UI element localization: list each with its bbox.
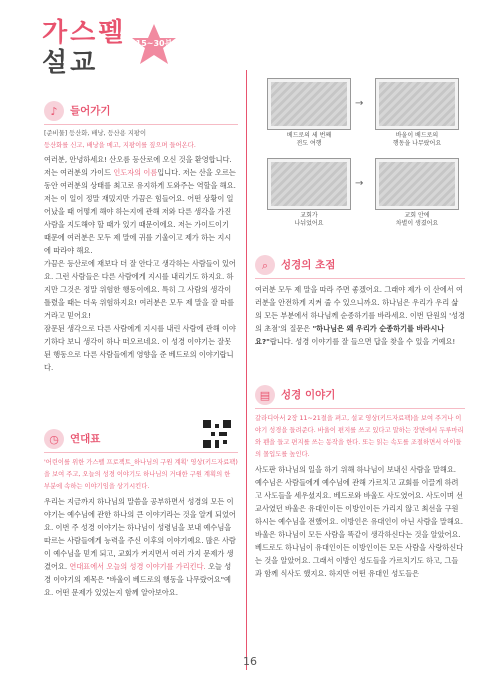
- intro-p1-text-a: 여러분, 안녕하세요! 산오름 등산로에 오신 것을 환영합니다. 저는 여러분의 가이드: [44, 155, 232, 177]
- panel-2: [375, 78, 459, 130]
- caption-1: 베드로의 세 번째 전도 여행: [286, 132, 332, 147]
- caption-4: 교회 안에 차별이 생겼어요: [395, 212, 439, 227]
- column-divider: [246, 70, 247, 670]
- prep-list: [준비물] 등산화, 배낭, 등산용 지팡이: [44, 130, 147, 137]
- magnifier-icon: ⌕: [255, 255, 275, 275]
- intro-p1-text-b: 입니다. 저는 산을 오르는 동안 여러분의 상태를 최고로 유지하게 도와주는 역할을 해요. 저는 이 일이 정말 재밌지만 가끔은 힘들어요. 어떤 상황이 일어났을 때 어떻게 해야 하는지에 관해 저와 다른 생각을 가진 사람을 지도해야 할 때가 있기 때문이에요. 저는 가이드이기 때문에 여러분은 모두 제 말에 귀를 기울이고 제가 하는 지시에 따라야 해요.: [44, 168, 236, 255]
- intro-heading: [44, 100, 238, 122]
- title-gospel: 가스펠: [42, 18, 127, 48]
- intro-title: 들어가기: [70, 104, 111, 117]
- timeline-p1-highlight: 연대표에서 오늘의 성경 이야기를 가리킨다.: [69, 562, 206, 571]
- arrow-right-icon: →: [355, 178, 364, 189]
- story-instruction: 갈라디아서 2장 11~21절을 펴고, 설교 영상(키드자료팩)을 보여 주거나 이야기 성경을 들려준다. 바울이 편지를 쓰고 있다고 말하는 장면에서 두루마리와 펜을 들고 편지를 쓰는 동작을 한다. 또는 읽는 속도를 조절하면서 아이들의 몰입도를 높인다.: [255, 415, 464, 458]
- clock-icon: ◷: [44, 429, 64, 449]
- focus-title: 성경의 초점: [281, 258, 336, 271]
- panel-1: [267, 78, 351, 130]
- duration-label: 15~30분: [135, 39, 173, 48]
- focus-paragraph: [255, 283, 465, 348]
- focus-text-a: 여러분 모두 제 말을 따라 주면 좋겠어요. 그래야 제가 이 산에서 여러분을 안전하게 지켜 줄 수 있으니까요. 하나님은 우리가 우리 삶의 모든 부분에서 하나님께 순종하기를 바라세요. 이번 단원의 '성경의 초점'의 질문은: [255, 285, 466, 333]
- focus-question: "하나님은 왜 우리가 순종하기를 바라시나요?": [255, 324, 445, 346]
- duration-badge: [128, 22, 180, 68]
- story-title: 성경 이야기: [281, 388, 336, 401]
- caption-3: 교회가 나뉘었어요: [294, 212, 324, 227]
- intro-paragraph-2: 가끔은 등산로에 재보다 더 잘 안다고 생각하는 사람들이 있어요. 그런 사람들은 다른 사람에게 지시를 내리기도 하지요. 하지만 그것은 정말 위험한 행동이에요. 특히 그 사람의 생각이 틀렸을 때는 더욱 위험하지요! 여러분은 모두 제 말을 잘 따를 거라고 믿어요!: [44, 259, 236, 320]
- panel-3: [267, 158, 351, 210]
- story-underline: [255, 408, 465, 409]
- timeline-heading: [44, 428, 238, 450]
- intro-paragraph-3: 잠문된 생각으로 다른 사람에게 지시를 내린 사람에 관해 이야기하다 보니 생각이 하나 떠오르네요. 이 성경 이야기는 잘못된 행동으로 다른 사람들에게 영향을 준 베드로의 이야기랍니다.: [44, 324, 236, 372]
- story-panels: [255, 78, 465, 236]
- intro-paragraph-1: [44, 153, 238, 257]
- story-section: [255, 384, 465, 580]
- timeline-paragraph: [44, 495, 238, 599]
- intro-underline: [44, 124, 238, 125]
- page-number: 16: [243, 655, 257, 668]
- title-sermon: 설교: [42, 48, 99, 78]
- panel-4: [375, 158, 459, 210]
- arrow-right-icon: →: [355, 98, 364, 109]
- caption-2: 바울이 베드로의 행동을 나무랐어요: [392, 132, 442, 147]
- leader-name-placeholder: 인도자의 이름: [113, 168, 158, 177]
- book-icon: ▤: [255, 385, 275, 405]
- page-header: [42, 18, 126, 78]
- timeline-instruction: '어린이를 위한 가스펠 프로젝트_하나님의 구원 계획' 영상(키드자료팩)을 보여 주고, 오늘의 성경 이야기도 하나님의 거대한 구원 계획의 한 부분에 속하는 이야기임을 상기시킨다.: [44, 459, 238, 490]
- timeline-section: [44, 428, 238, 599]
- focus-text-b: 랍니다. 성경 이야기를 잘 들으면 답을 찾을 수 있을 거예요!: [269, 337, 456, 346]
- timeline-title: 연대표: [70, 432, 101, 445]
- focus-heading: [255, 254, 465, 276]
- intro-section: [44, 100, 238, 374]
- timeline-p1-text-b: 오늘 성경 이야기의 제목은 "바울이 베드로의 행동을 나무랐어요"예요. 어떤 문제가 있었는지 함께 알아보아요.: [44, 562, 232, 597]
- focus-underline: [255, 278, 465, 279]
- timeline-p1-text-a: 우리는 지금까지 하나님의 말씀을 공부하면서 성경의 모든 이야기는 예수님에 관한 하나의 큰 이야기라는 것을 알게 되었어요. 이번 주 성경 이야기는 하나님이 성령님을 보내 예수님을 따르는 사람들에게 능력을 주신 이후의 이야기예요. 많은 사람이 예수님을 믿게 되고, 교회가 커지면서 여러 가지 문제가 생겼어요.: [44, 497, 236, 571]
- focus-section: [255, 254, 465, 348]
- music-note-icon: ♪: [44, 101, 64, 121]
- story-heading: [255, 384, 465, 406]
- intro-instruction: 등산화를 신고, 배낭을 메고, 지팡이를 짚으며 들어온다.: [44, 142, 196, 149]
- story-paragraph: 사도판 하나님의 일을 하기 위해 하나님이 보내신 사람을 말해요. 예수님은 사람들에게 예수님에 관해 가르치고 교회를 이끌게 하려고 사도들을 세우셨지요. 베드로와 바울도 사도였어요. 사도이며 선교사였던 바울은 유대인이든 이방인이든 가리지 않고 최선을 구원하시는 예수님을 전했어요. 이방인은 유대인이 아닌 사람을 말해요. 바울은 하나님이 모든 사람을 똑같이 생각하신다는 것을 알았어요. 베드로도 하나님이 유대인이든 이방인이든 모든 사람을 사랑하신다는 것을 알았어요. 그래서 이방인 성도들을 가르치기도 하고, 그들과 함께 식사도 했지요. 하지만 어떤 유대인 성도들은: [255, 465, 464, 578]
- timeline-underline: [44, 452, 238, 453]
